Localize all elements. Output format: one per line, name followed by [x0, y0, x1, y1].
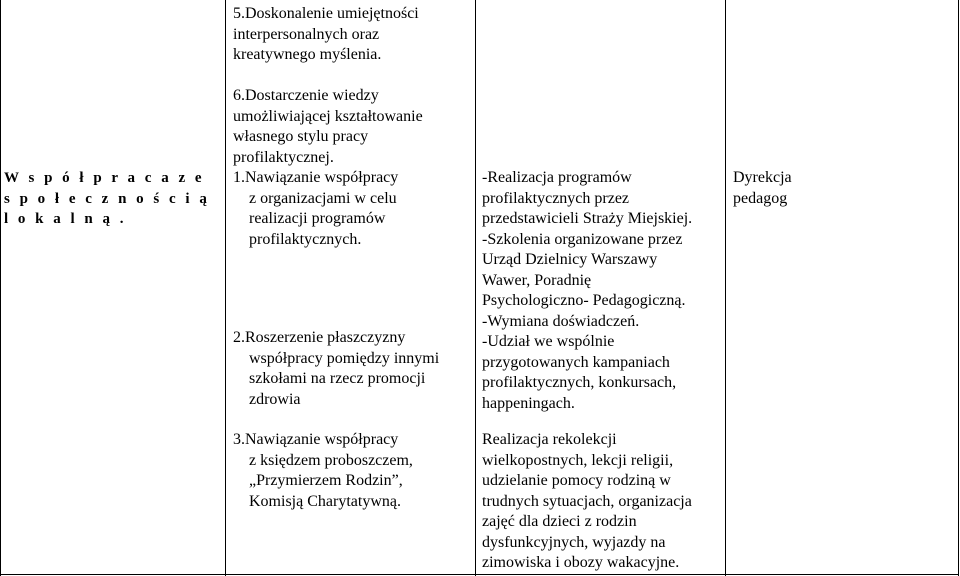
activity-line: przedstawicieli Straży Miejskiej.: [482, 210, 693, 227]
task-line: „Przymierzem Rodzin”,: [249, 472, 403, 489]
task-line: Komisją Charytatywną.: [249, 492, 401, 510]
activity-line: udzielanie pomocy rodziną w: [482, 472, 671, 489]
task-line: zdrowia: [249, 390, 301, 408]
task-line: 1.Nawiązanie współpracy: [233, 169, 399, 186]
activity-line: wielkopostnych, lekcji religii,: [482, 451, 674, 469]
task-line: profilaktycznych.: [249, 230, 362, 248]
task-line: z organizacjami w celu: [249, 189, 397, 207]
table-border-right: [958, 0, 959, 576]
section-title-line: l o k a l n ą .: [4, 211, 127, 227]
task-1: [233, 168, 471, 250]
activity-line: profilaktycznych przez: [482, 189, 630, 207]
activity-line: dysfunkcyjnych, wyjazdy na: [482, 533, 666, 551]
goal-line: kreatywnego myślenia.: [233, 46, 382, 63]
task-3: [233, 430, 471, 512]
activity-line: -Szkolenia organizowane przez: [482, 230, 683, 248]
activity-line: zajęć dla dzieci z rodzin: [482, 513, 637, 530]
goal-line: własnego stylu pracy: [233, 128, 369, 145]
activity-line: Wawer, Poradnię: [482, 271, 592, 289]
goal-line: 5.Doskonalenie umiejętności: [233, 5, 419, 22]
activity-line: profilaktycznych, konkursach,: [482, 374, 677, 391]
task-line: realizacji programów: [249, 210, 386, 227]
activity-line: -Realizacja programów: [482, 169, 632, 186]
activity-line: Urząd Dzielnicy Warszawy: [482, 251, 658, 268]
column-divider-3: [725, 0, 726, 576]
task-line: 3.Nawiązanie współpracy: [233, 431, 399, 448]
column-divider-1: [225, 0, 226, 576]
task-line: szkołami na rzecz promocji: [249, 370, 426, 387]
goal-line: 6.Dostarczenie wiedzy: [233, 87, 379, 104]
task-2: [233, 328, 471, 410]
activity-line: trudnych sytuacjach, organizacja: [482, 492, 692, 510]
goal-line: profilaktycznej.: [233, 148, 334, 166]
goal-line: umożliwiającej kształtowanie: [233, 107, 423, 125]
activity-line: -Wymiana doświadczeń.: [482, 312, 640, 330]
section-title-line: s p o ł e c z n o ś c i ą: [4, 190, 210, 207]
task-line: 2.Roszerzenie płaszczyzny: [233, 329, 406, 346]
responsible-line: pedagog: [733, 189, 788, 207]
table-border-left: [0, 0, 1, 576]
responsible-persons: [733, 168, 953, 209]
activity-line: -Udział we wspólnie: [482, 333, 615, 350]
activities-block-2: [482, 430, 722, 574]
section-title-line: W s p ó ł p r a c a z e: [4, 170, 205, 186]
activity-line: przygotowanych kampaniach: [482, 353, 670, 371]
activities-block-1: [482, 168, 722, 414]
goal-5: [233, 4, 471, 66]
activity-line: Realizacja rekolekcji: [482, 431, 617, 448]
activity-line: Psychologiczno- Pedagogiczną.: [482, 292, 686, 309]
goal-line: interpersonalnych oraz: [233, 25, 380, 43]
activity-line: happeningach.: [482, 394, 575, 412]
column-divider-2: [475, 0, 476, 576]
task-line: współpracy pomiędzy innymi: [249, 349, 440, 367]
task-line: z księdzem proboszczem,: [249, 451, 413, 469]
section-title: [4, 168, 222, 230]
goal-6: [233, 86, 471, 168]
responsible-line: Dyrekcja: [733, 169, 792, 186]
activity-line: zimowiska i obozy wakacyjne.: [482, 554, 680, 571]
table-border-bottom: [0, 574, 959, 575]
